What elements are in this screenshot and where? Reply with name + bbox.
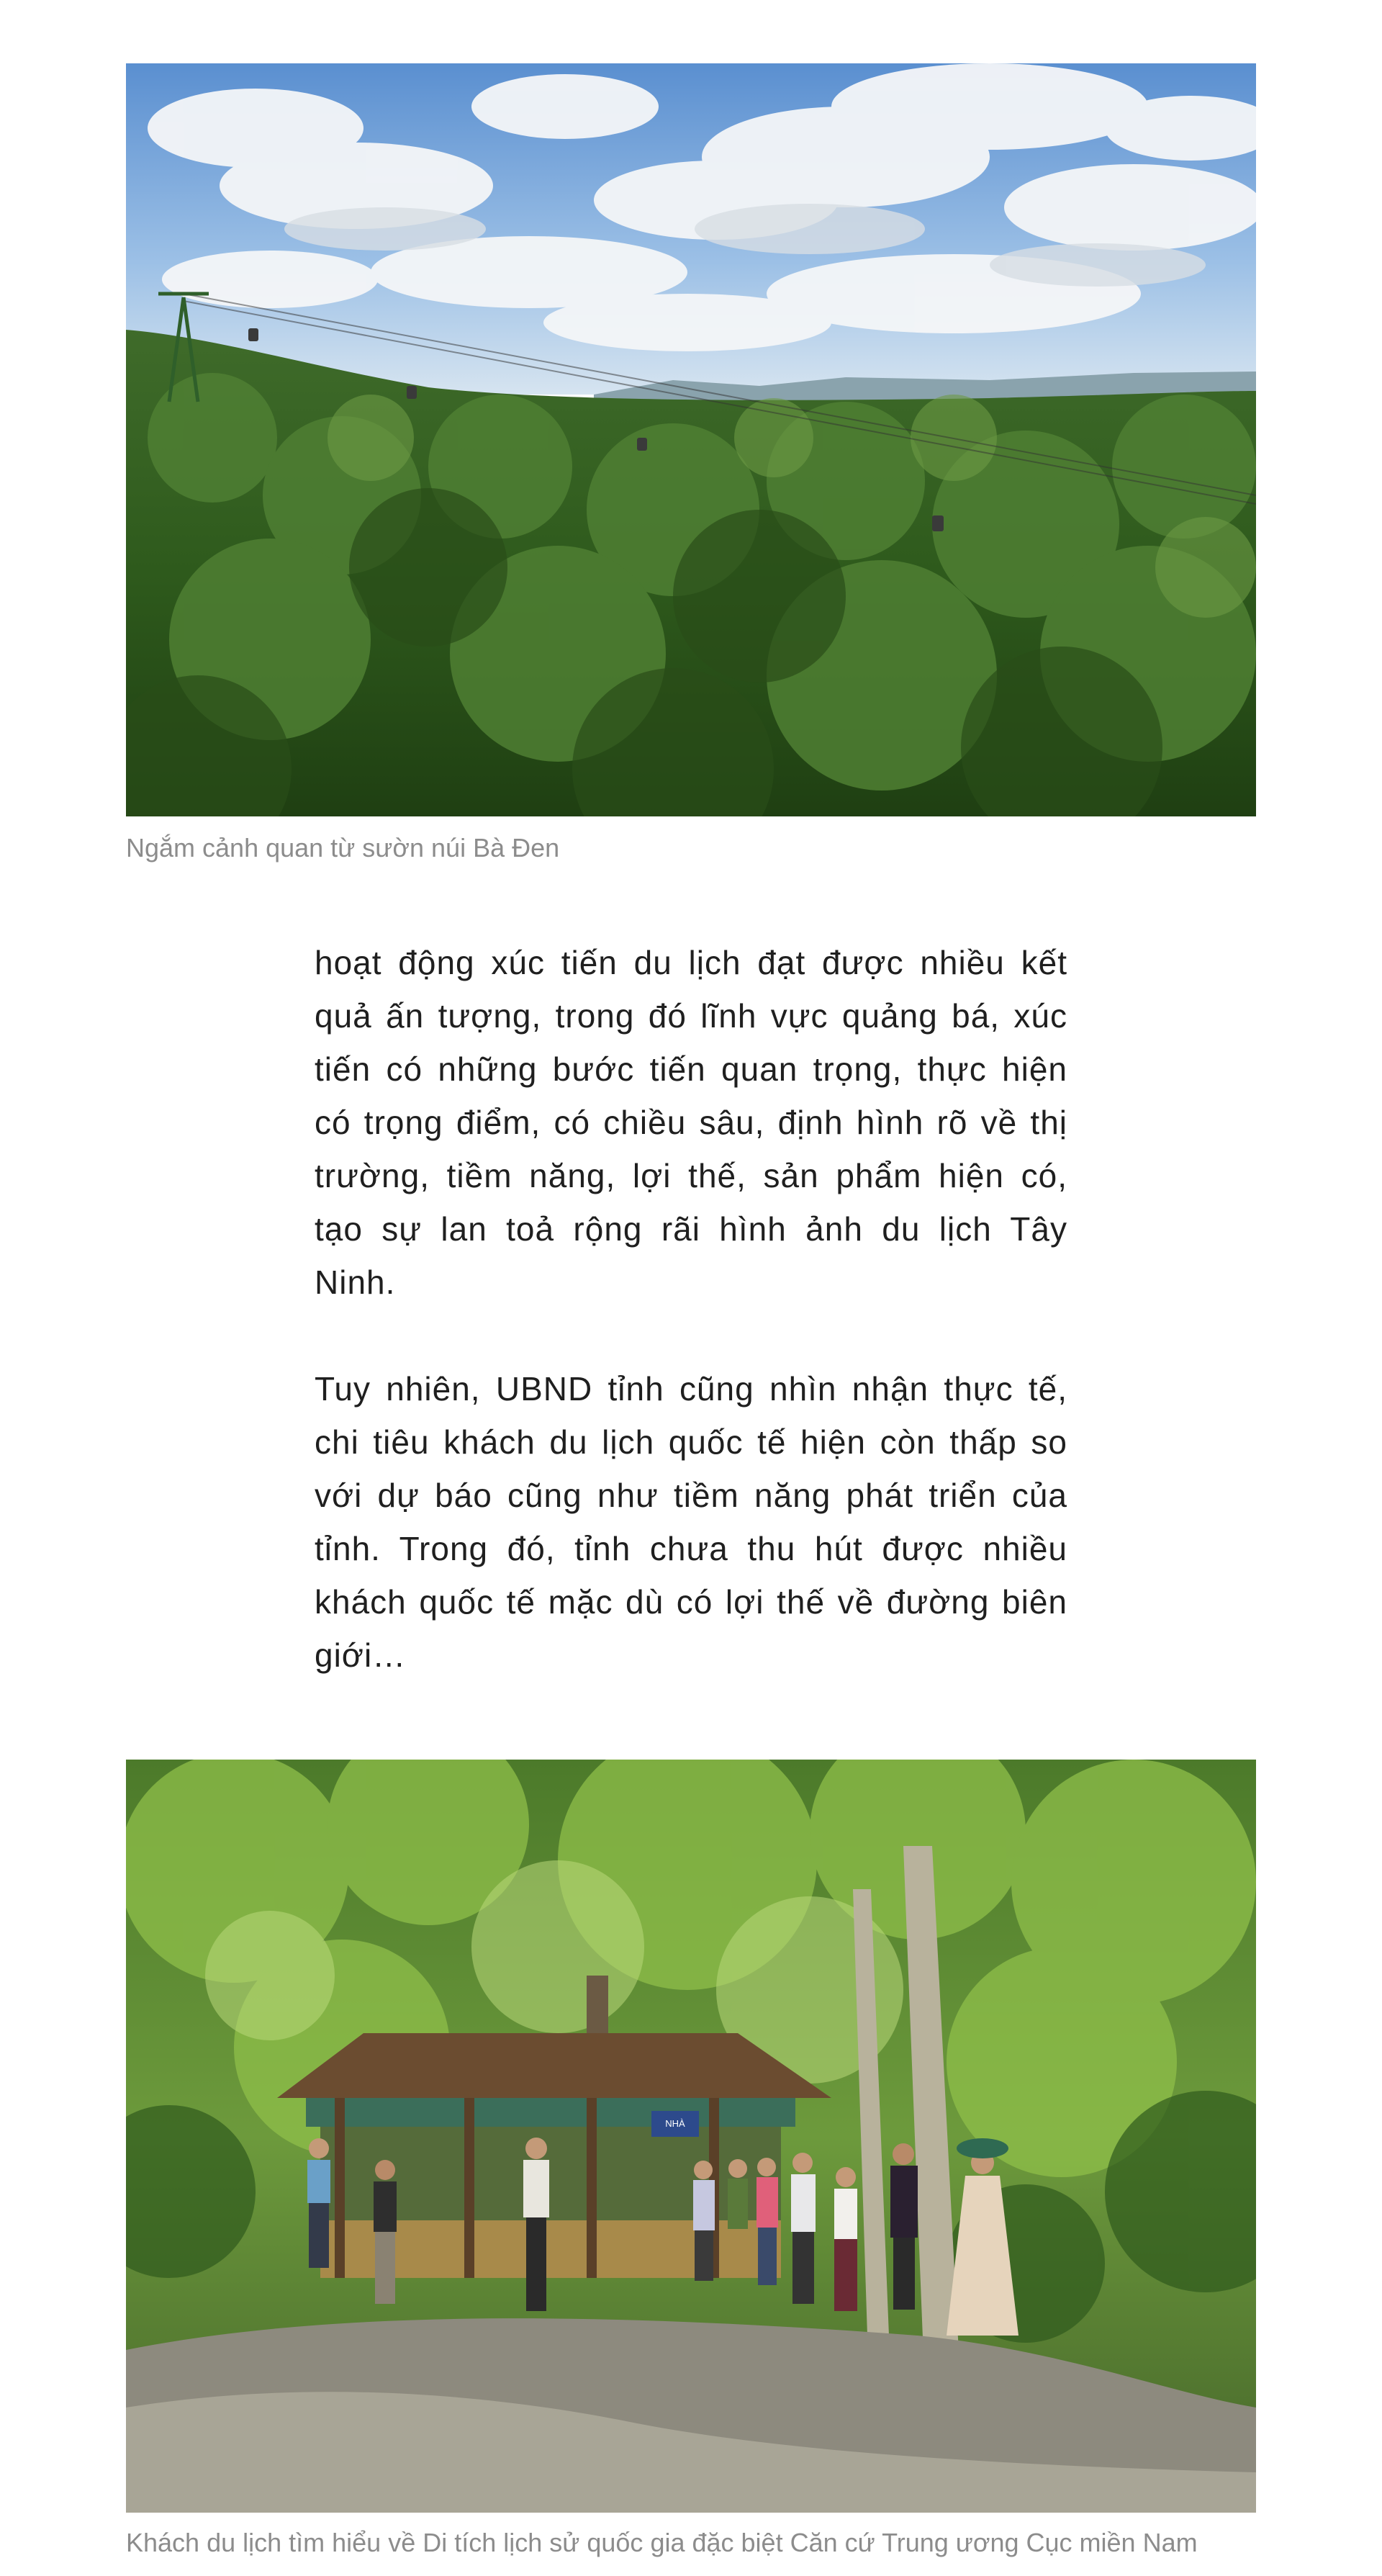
landscape-photo-drawing (126, 63, 1256, 816)
photo-caption: Ngắm cảnh quan từ sườn núi Bà Đen (126, 833, 560, 863)
photo-caption: Khách du lịch tìm hiểu về Di tích lịch sử quốc gia đặc biệt Căn cứ Trung ương Cục miền Nam (126, 2528, 1198, 2557)
pavilion-sign: NHÀ (665, 2118, 685, 2129)
article-paragraph: hoạt động xúc tiến du lịch đạt được nhiều kết quả ấn tượng, trong đó lĩnh vực quảng bá, xúc tiến có những bước tiến quan trọng, thực hiện có trọng điểm, có chiều sâu, định hình rõ về thị trường, tiềm năng, lợi thế, sản phẩm hiện có, tạo sự lan toả rộng rãi hình ảnh du lịch Tây Ninh. (315, 944, 1067, 1301)
tourists-photo-drawing (126, 1760, 1256, 2513)
landscape-photo (126, 63, 1256, 816)
tourists-photo (126, 1760, 1256, 2513)
article-paragraph: Tuy nhiên, UBND tỉnh cũng nhìn nhận thực tế, chi tiêu khách du lịch quốc tế hiện còn thấp so với dự báo cũng như tiềm năng phát triển của tỉnh. Trong đó, tỉnh chưa thu hút được nhiều khách quốc tế mặc dù có lợi thế về đường biên giới… (315, 1370, 1067, 1674)
